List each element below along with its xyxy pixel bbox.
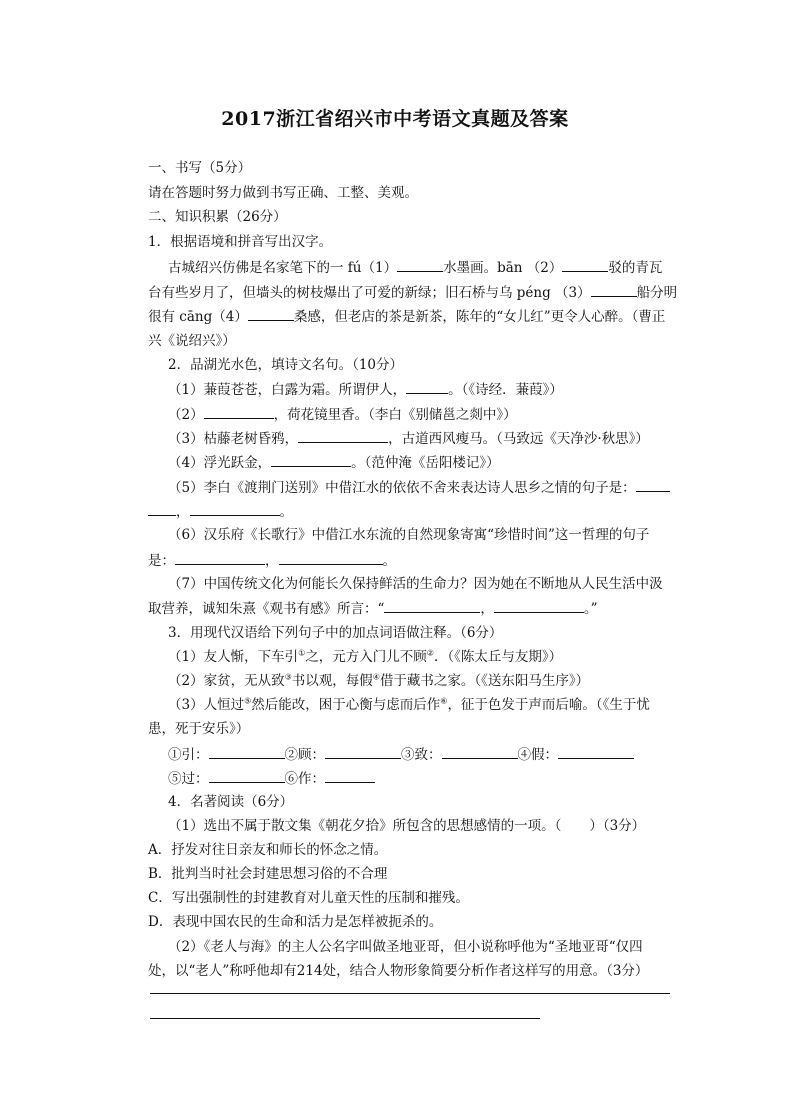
text: 驳的青瓦	[608, 260, 663, 276]
text: ．（《陈太丘与友期》）	[433, 649, 563, 665]
text: ③致：	[401, 747, 442, 763]
answer-blank[interactable]	[406, 379, 448, 394]
answer-line[interactable]	[150, 993, 670, 994]
text: 书以观，每假	[291, 673, 373, 689]
question-4-item-2-cont: 处，以“老人”称呼他却有214处，结合人物形象简要分析作者这样写的用意。（3分）	[148, 963, 649, 979]
text: ）（3分）	[589, 818, 646, 834]
footnote-mark: ③	[284, 672, 292, 682]
question-2-item-7-cont	[148, 598, 598, 619]
answer-blank[interactable]	[558, 744, 634, 759]
text: 台有些岁月了，但墙头的树枝爆出了可爱的新绿；旧石桥与乌 péng （3）	[148, 285, 591, 301]
footnote-mark: ⑥	[440, 696, 448, 706]
option-a[interactable]: A．抒发对往日亲友和师长的怀念之情。	[148, 842, 388, 858]
text: 。（范仲淹《岳阳楼记》）	[351, 455, 500, 471]
question-3-item-3	[168, 695, 650, 715]
text: （1）友人惭，下车引	[168, 649, 299, 665]
question-2-item-3	[168, 428, 649, 449]
text: （2）	[168, 407, 204, 423]
answer-blank[interactable]	[591, 282, 637, 297]
question-1-line-2	[148, 282, 677, 303]
answer-line[interactable]	[150, 1018, 540, 1019]
text: （2）家贫，无从致	[168, 673, 285, 689]
text: 之，元方入门儿不顾	[305, 649, 427, 665]
text: 。”	[583, 601, 598, 617]
question-1-line-4: 兴《说绍兴》）	[148, 333, 236, 349]
text: ，	[480, 601, 494, 617]
text: 取营养，诚知朱熹《观书有感》所言：“	[148, 601, 385, 617]
text: ⑤过：	[168, 771, 209, 787]
footnote-mark: ④	[372, 672, 380, 682]
text: （1）蒹葭苍苍，白露为霜。所谓伊人，	[168, 382, 407, 398]
text: 。	[382, 553, 396, 569]
answer-blank[interactable]	[175, 550, 265, 565]
answer-blank[interactable]	[325, 744, 401, 759]
text: 古城绍兴仿佛是名家笔下的一 fú（1）	[168, 260, 398, 276]
writing-instruction: 请在答题时努力做到书写正确、工整、美观。	[148, 185, 418, 201]
option-c[interactable]: C．写出强制性的封建教育对儿童天性的压制和摧残。	[148, 890, 469, 906]
section-heading-writing: 一、书写（5分）	[148, 160, 252, 176]
text: ，荷花镜里香。（李白《别储邕之剡中》）	[273, 407, 517, 423]
footnote-mark: ②	[426, 648, 434, 658]
text: ②顾：	[284, 747, 325, 763]
question-2-item-7: （7）中国传统文化为何能长久保持鲜活的生命力？因为她在不断地从人民生活中汲	[168, 576, 663, 592]
question-4-item-1	[168, 816, 645, 836]
answer-blank[interactable]	[190, 501, 280, 516]
question-3-item-3-cont: 患，死于安乐》）	[148, 721, 250, 737]
answer-blank[interactable]	[298, 428, 388, 443]
text: 水墨画。bān （2）	[443, 260, 563, 276]
text: ①引：	[168, 747, 209, 763]
text: 然后能改，困于心衡与虑而后作	[251, 697, 441, 713]
text: 借于藏书之家。（《送东阳马生序》）	[379, 673, 590, 689]
text: （3）人恒过	[168, 697, 245, 713]
text: （5）李白《渡荆门送别》中借江水的依依不舍来表达诗人思乡之情的句子是：	[168, 480, 636, 496]
answer-blank[interactable]	[494, 598, 584, 613]
text: （4）浮光跃金，	[168, 455, 272, 471]
question-4-title: 4．名著阅读（6分）	[168, 794, 294, 810]
question-1-line-1	[168, 257, 662, 278]
question-2-item-1	[168, 379, 563, 400]
question-2-item-5-cont	[148, 501, 293, 522]
text: ⑥作：	[284, 771, 325, 787]
question-3-answers-row-2	[168, 768, 375, 789]
option-d[interactable]: D．表现中国农民的生命和活力是怎样被扼杀的。	[148, 914, 443, 930]
answer-blank[interactable]	[271, 452, 351, 467]
page-title: 2017浙江省绍兴市中考语文真题及答案	[221, 108, 569, 130]
answer-blank[interactable]	[204, 404, 274, 419]
answer-blank[interactable]	[325, 768, 375, 783]
text: ，征于色发于声而后喻。（《生于忧	[447, 697, 650, 713]
text: 。	[279, 504, 293, 520]
question-2-item-4	[168, 452, 500, 473]
text: ，	[265, 553, 279, 569]
answer-blank[interactable]	[279, 550, 383, 565]
question-1-title: 1．根据语境和拼音写出汉字。	[148, 234, 333, 250]
text: 。（《诗经．蒹葭》）	[448, 382, 563, 398]
option-b[interactable]: B．批判当时社会封建思想习俗的不合理	[148, 866, 388, 882]
question-3-item-2	[168, 671, 589, 691]
text: （1）选出不属于散文集《朝花夕拾》所包含的思想感情的一项。（	[168, 818, 562, 834]
answer-blank[interactable]	[148, 501, 176, 516]
text: 是：	[148, 553, 175, 569]
question-1-line-3	[148, 306, 665, 327]
answer-blank[interactable]	[397, 257, 443, 272]
answer-blank[interactable]	[562, 257, 608, 272]
text: （3）枯藤老树昏鸦，	[168, 431, 299, 447]
answer-blank[interactable]	[248, 306, 294, 321]
answer-blank[interactable]	[209, 768, 285, 783]
answer-blank[interactable]	[442, 744, 518, 759]
text: 船分明	[636, 285, 678, 301]
footnote-mark: ⑤	[244, 696, 252, 706]
question-2-title: 2．品湖光水色，填诗文名句。（10分）	[168, 357, 404, 373]
question-2-item-5	[168, 477, 670, 498]
question-2-item-2	[168, 404, 517, 425]
question-2-item-6-cont	[148, 550, 396, 571]
text: 桑感，但老店的茶是新茶，陈年的“女儿红”更令人心醉。（曹正	[293, 309, 666, 325]
text: ，古道西风瘦马。（马致远《天净沙·秋思》）	[388, 431, 649, 447]
question-3-answers-row-1	[168, 744, 634, 765]
question-3-item-1	[168, 647, 562, 667]
text: 很有 cāng（4）	[148, 309, 248, 325]
footnote-mark: ①	[298, 648, 306, 658]
text: ④假：	[517, 747, 558, 763]
answer-blank[interactable]	[384, 598, 480, 613]
question-4-item-2: （2）《老人与海》的主人公名字叫做圣地亚哥，但小说称呼他为“圣地亚哥“仅四	[168, 939, 643, 955]
text: ，	[176, 504, 190, 520]
question-2-item-6: （6）汉乐府《长歌行》中借江水东流的自然现象寄寓“珍惜时间”这一哲理的句子	[168, 527, 650, 543]
question-3-title: 3．用现代汉语给下列句子中的加点词语做注释。（6分）	[168, 625, 503, 641]
answer-blank[interactable]	[209, 744, 285, 759]
answer-blank[interactable]	[636, 477, 670, 492]
section-heading-knowledge: 二、知识积累（26分）	[148, 209, 287, 225]
